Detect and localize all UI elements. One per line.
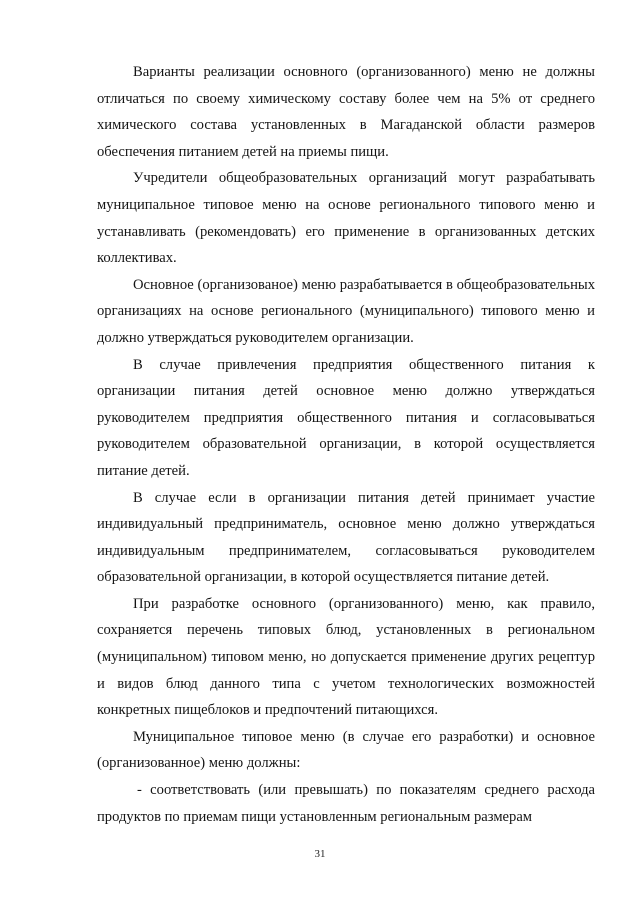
page-number: 31 — [314, 848, 326, 860]
paragraph-individual-entrepreneur: В случае если в организации питания детей принимает участие индивидуальный предприниматель, основное меню должно утверждаться индивидуальным предпринимателем, согласовываться руководителем образовательной организации, в которой осуществляется питание детей. — [97, 489, 595, 586]
list-item-consumption-norms: - соответствовать (или превышать) по показателям среднего расхода продуктов по приемам пищи установленным региональным размерам — [97, 782, 595, 825]
paragraph-menu-dishes-list: При разработке основного (организованного) меню, как правило, сохраняется перечень типовых блюд, установленных в региональном (муниципальном) типовом меню, но допускается применение других рецептур и видов блюд данного типа с учетом технологических возможностей конкретных пищеблоков и предпочтений питающихся. — [97, 595, 595, 719]
paragraph-catering-enterprise: В случае привлечения предприятия общественного питания к организации питания детей основное меню должно утверждаться руководителем предприятия общественного питания и согласовываться руководителем образовательной организации, в которой осуществляется питание детей. — [97, 356, 595, 479]
paragraph-menu-requirements: Муниципальное типовое меню (в случае его разработки) и основное (организованное) меню должны: — [97, 728, 595, 772]
paragraph-menu-variants: Варианты реализации основного (организованного) меню не должны отличаться по своему химическому составу более чем на 5% от среднего химического состава установленных в Магаданской области размеров обеспечения питанием детей на приемы пищи. — [97, 64, 595, 160]
paragraph-main-menu-development: Основное (организованое) меню разрабатывается в общеобразовательных организациях на основе регионального (муниципального) типового меню и должно утверждаться руководителем организации. — [97, 276, 595, 346]
paragraph-founders-municipal-menu: Учредители общеобразовательных организаций могут разрабатывать муниципальное типовое меню на основе регионального типового меню и устанавливать (рекомендовать) его применение в организованных детских коллективах. — [97, 170, 595, 267]
body-text — [97, 59, 595, 830]
